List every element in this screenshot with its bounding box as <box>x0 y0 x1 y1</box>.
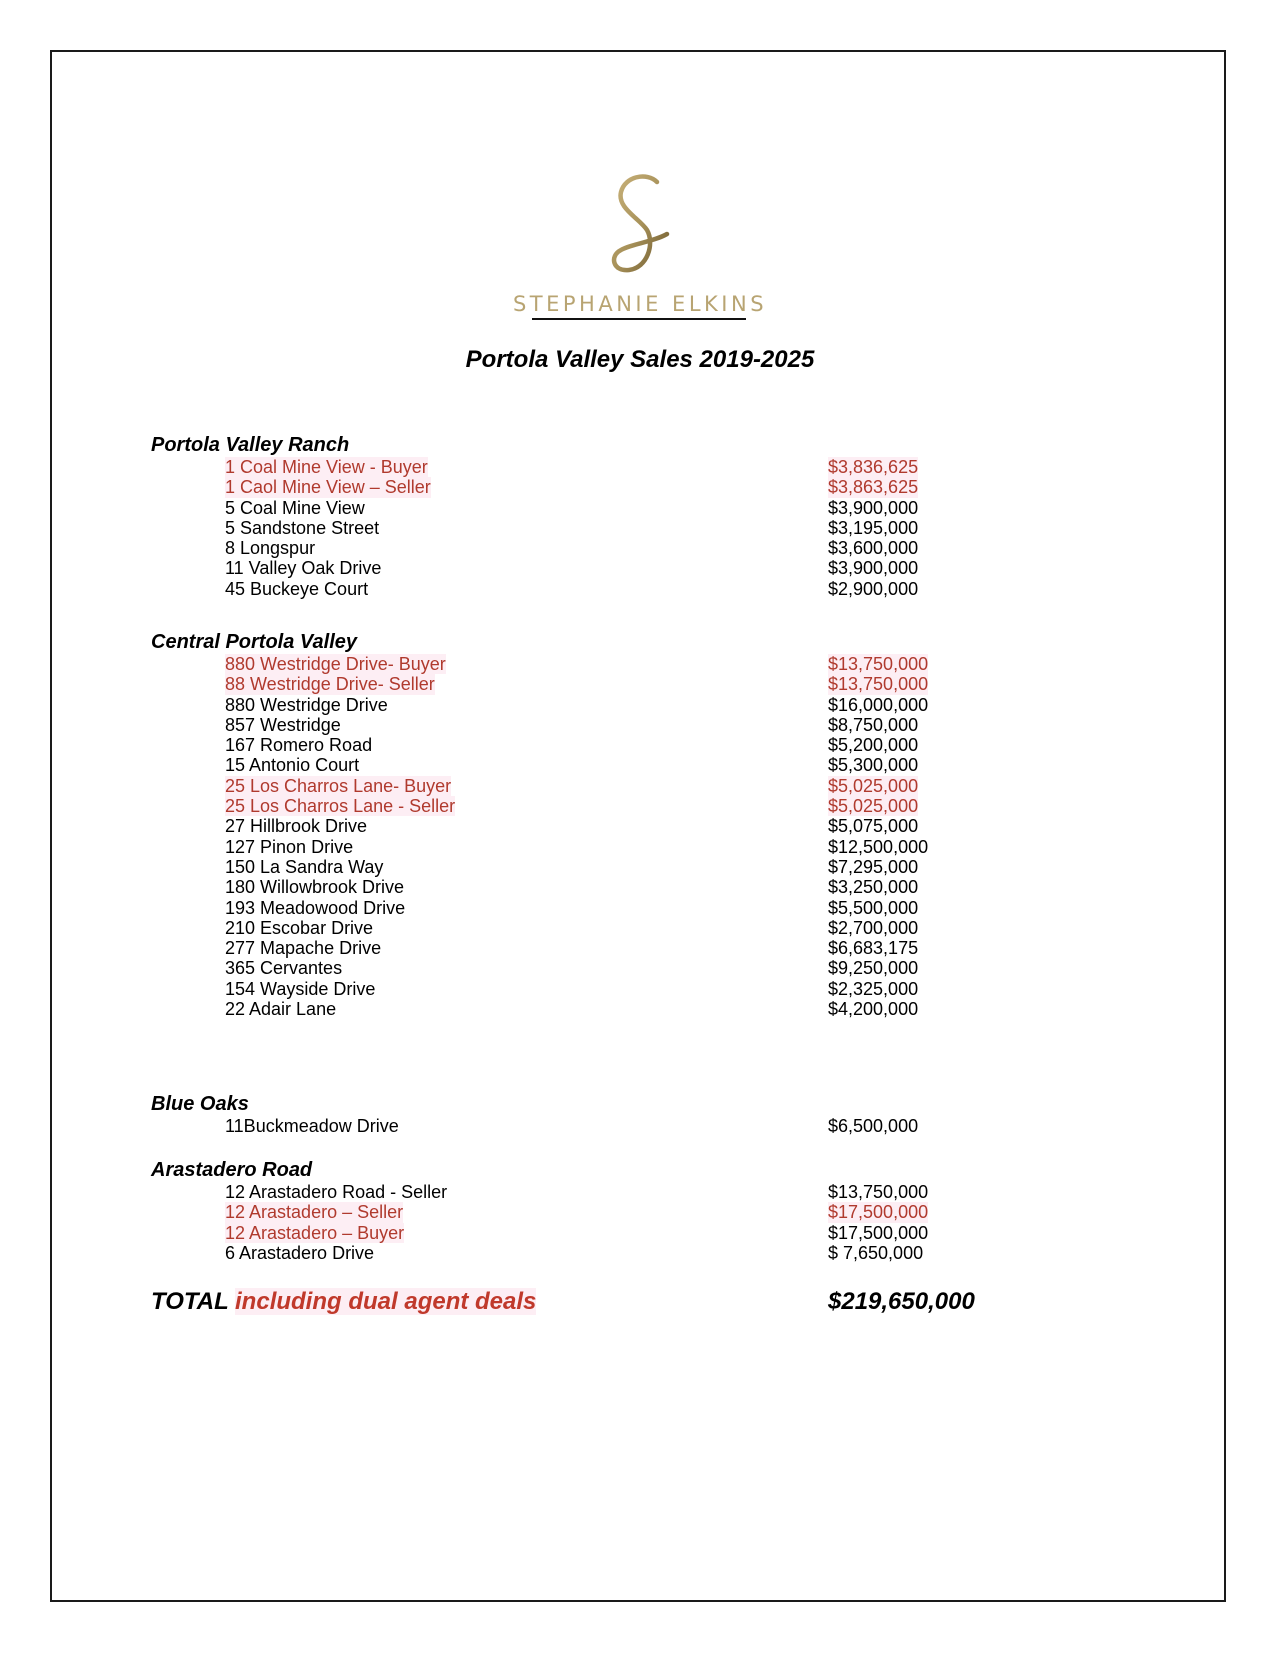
section-2 <box>151 1092 1051 1136</box>
sale-row <box>151 518 1051 538</box>
sale-row <box>151 715 1051 735</box>
sale-address: 11Buckmeadow Drive <box>225 1116 399 1136</box>
sale-price: $3,900,000 <box>828 558 919 579</box>
sale-price: $7,295,000 <box>828 856 919 877</box>
sale-row <box>151 999 1051 1019</box>
sale-price: $9,250,000 <box>828 958 919 979</box>
sale-address: 365 Cervantes <box>225 958 343 979</box>
sale-row <box>151 938 1051 958</box>
sale-row <box>151 1116 1051 1136</box>
sale-price: $17,500,000 <box>828 1202 929 1223</box>
sale-row <box>151 837 1051 857</box>
sale-row <box>151 979 1051 999</box>
sale-price: $5,300,000 <box>828 755 919 776</box>
sale-address: 88 Westridge Drive- Seller <box>225 674 435 695</box>
sale-address: 5 Coal Mine View <box>225 497 365 518</box>
sale-price: $6,683,175 <box>828 938 919 959</box>
sale-address: 12 Arastadero – Buyer <box>225 1222 405 1243</box>
sale-row <box>151 558 1051 578</box>
sale-address: 8 Longspur <box>225 538 316 559</box>
section-heading: Arastadero Road <box>151 1159 313 1181</box>
logo-wordmark: STEPHANIE ELKINS <box>512 292 768 316</box>
sale-price: $2,700,000 <box>828 917 919 938</box>
sale-address: 27 Hillbrook Drive <box>225 816 368 837</box>
sale-row <box>151 735 1051 755</box>
sale-price: $12,500,000 <box>828 836 929 857</box>
sale-row <box>151 498 1051 518</box>
sale-address: 45 Buckeye Court <box>225 578 369 599</box>
total-label: TOTAL <box>151 1288 229 1315</box>
sale-address: 880 Westridge Drive <box>225 694 388 715</box>
sale-price: $5,025,000 <box>828 775 919 796</box>
total-label-highlight: including dual agent deals <box>235 1288 537 1315</box>
sale-row <box>151 958 1051 978</box>
sale-row <box>151 457 1051 477</box>
section-heading: Portola Valley Ranch <box>151 434 350 456</box>
sale-address: 15 Antonio Court <box>225 755 360 776</box>
section-heading: Blue Oaks <box>151 1093 249 1115</box>
page-title: Portola Valley Sales 2019-2025 <box>465 346 815 373</box>
sale-row <box>151 776 1051 796</box>
sale-address: 5 Sandstone Street <box>225 517 380 538</box>
sale-price: $17,500,000 <box>828 1222 929 1243</box>
sale-row <box>151 477 1051 497</box>
logo-underline <box>532 318 746 320</box>
sale-price: $5,025,000 <box>828 796 919 817</box>
sale-price: $ 7,650,000 <box>828 1242 924 1263</box>
sale-address: 1 Coal Mine View - Buyer <box>225 457 428 477</box>
sale-row <box>151 654 1051 674</box>
sale-row <box>151 674 1051 694</box>
sale-price: $5,075,000 <box>828 816 919 837</box>
sale-row <box>151 579 1051 599</box>
sale-price: $3,195,000 <box>828 517 919 538</box>
sale-address: 880 Westridge Drive- Buyer <box>225 654 446 674</box>
sale-row <box>151 877 1051 897</box>
sale-row <box>151 695 1051 715</box>
sale-row <box>151 1202 1051 1222</box>
sale-row <box>151 796 1051 816</box>
sale-price: $16,000,000 <box>828 694 929 715</box>
sale-address: 210 Escobar Drive <box>225 917 374 938</box>
section-heading: Central Portola Valley <box>151 631 357 653</box>
total-row <box>151 1287 1051 1317</box>
sale-price: $3,863,625 <box>828 477 919 498</box>
sale-price: $13,750,000 <box>828 1182 929 1202</box>
sale-price: $4,200,000 <box>828 999 919 1020</box>
sale-row <box>151 1182 1051 1202</box>
sale-address: 25 Los Charros Lane - Seller <box>225 796 456 817</box>
sale-address: 12 Arastadero – Seller <box>225 1202 404 1223</box>
section-3 <box>151 1158 1051 1263</box>
sale-price: $5,500,000 <box>828 897 919 918</box>
sale-address: 150 La Sandra Way <box>225 856 384 877</box>
section-0 <box>151 433 1051 599</box>
sale-address: 193 Meadowood Drive <box>225 897 406 918</box>
sale-row <box>151 918 1051 938</box>
sale-address: 1 Caol Mine View – Seller <box>225 477 431 498</box>
sale-price: $5,200,000 <box>828 735 919 756</box>
sale-address: 6 Arastadero Drive <box>225 1242 375 1263</box>
sale-row <box>151 1223 1051 1243</box>
sale-address: 127 Pinon Drive <box>225 836 354 857</box>
sale-address: 180 Willowbrook Drive <box>225 877 405 898</box>
sale-row <box>151 857 1051 877</box>
sale-row <box>151 755 1051 775</box>
sale-row <box>151 1243 1051 1263</box>
section-1 <box>151 630 1051 1019</box>
sale-address: 11 Valley Oak Drive <box>225 558 382 579</box>
sale-address: 857 Westridge <box>225 714 341 735</box>
sale-price: $3,600,000 <box>828 538 919 559</box>
sale-row <box>151 898 1051 918</box>
sale-row <box>151 538 1051 558</box>
logo <box>500 172 780 322</box>
sale-address: 277 Mapache Drive <box>225 938 382 959</box>
monogram-s-icon <box>595 172 685 282</box>
sale-address: 22 Adair Lane <box>225 999 337 1020</box>
sale-price: $6,500,000 <box>828 1116 919 1136</box>
sale-price: $3,836,625 <box>828 457 919 477</box>
sale-price: $3,900,000 <box>828 497 919 518</box>
sale-row <box>151 816 1051 836</box>
sale-address: 167 Romero Road <box>225 735 373 756</box>
sale-price: $2,325,000 <box>828 978 919 999</box>
sale-price: $8,750,000 <box>828 714 919 735</box>
sale-price: $3,250,000 <box>828 877 919 898</box>
sale-price: $13,750,000 <box>828 674 929 695</box>
sale-address: 154 Wayside Drive <box>225 978 376 999</box>
total-amount: $219,650,000 <box>828 1288 975 1315</box>
sale-price: $13,750,000 <box>828 654 929 674</box>
sale-address: 25 Los Charros Lane- Buyer <box>225 775 452 796</box>
sale-address: 12 Arastadero Road - Seller <box>225 1182 448 1202</box>
sale-price: $2,900,000 <box>828 578 919 599</box>
